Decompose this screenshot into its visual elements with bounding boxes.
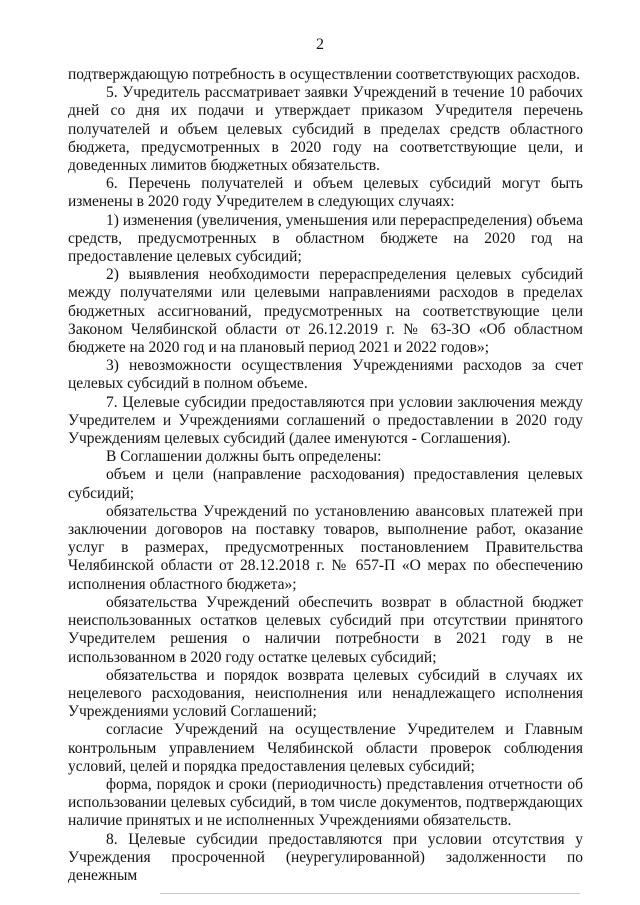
document-body bbox=[68, 66, 583, 885]
scan-edge-line bbox=[160, 893, 580, 894]
paragraph: объем и цели (направление расходования) предоставления целевых субсидий; bbox=[68, 466, 583, 502]
paragraph: обязательства Учреждений по установлению авансовых платежей при заключении договоров на поставку товаров, выполнение работ, оказание услуг в размерах, предусмотренных постановлением Правительства Челябинской области от 28.12.2018 г. № 657-П «О мерах по обеспечению исполнения областного бюджета»; bbox=[68, 502, 583, 593]
paragraph: обязательства Учреждений обеспечить возврат в областной бюджет неиспользованных остатков целевых субсидий при отсутствии принятого Учредителем решения о наличии потребности в 2021 году в не использованном в 2020 году остатке целевых субсидий; bbox=[68, 593, 583, 666]
paragraph: 6. Перечень получателей и объем целевых субсидий могут быть изменены в 2020 году Учредителем в следующих случаях: bbox=[68, 175, 583, 211]
paragraph: форма, порядок и сроки (периодичность) представления отчетности об использовании целевых субсидий, в том числе документов, подтверждающих наличие принятых и не исполненных Учреждениями обязательств. bbox=[68, 775, 583, 830]
paragraph: 7. Целевые субсидии предоставляются при условии заключения между Учредителем и Учреждениями соглашений о предоставлении в 2020 году Учреждениям целевых субсидий (далее именуются - Соглашения). bbox=[68, 393, 583, 448]
paragraph: подтверждающую потребность в осуществлении соответствующих расходов. bbox=[68, 66, 580, 83]
paragraph: 2) выявления необходимости перераспределения целевых субсидий между получателями или целевыми направлениями расходов в пределах бюджетных ассигнований, предусмотренных на соответствующие цели Законом Челябинской области от 26.12.2019 г. № 63-ЗО «Об областном бюджете на 2020 год и на плановый период 2021 и 2022 годов»; bbox=[68, 266, 583, 357]
paragraph: 1) изменения (увеличения, уменьшения или перераспределения) объема средств, предусмотренных в областном бюджете на 2020 год на предоставление целевых субсидий; bbox=[68, 211, 583, 266]
paragraph: согласие Учреждений на осуществление Учредителем и Главным контрольным управлением Челябинской области проверок соблюдения условий, целей и порядка предоставления целевых субсидий; bbox=[68, 721, 583, 775]
paragraph: обязательства и порядок возврата целевых субсидий в случаях их нецелевого расходования, неисполнения или ненадлежащего исполнения Учреждениями условий Соглашений; bbox=[68, 666, 583, 721]
paragraph: 5. Учредитель рассматривает заявки Учреждений в течение 10 рабочих дней со дня их подачи и утверждает приказом Учредителя перечень получателей и объем целевых субсидий в пределах средств областного бюджета, предусмотренных в 2020 году на соответствующие цели, и доведенных лимитов бюджетных обязательств. bbox=[68, 84, 583, 175]
page-number: 2 bbox=[316, 36, 324, 53]
paragraph: 8. Целевые субсидии предоставляются при условии отсутствия у Учреждения просроченной (неурегулированной) задолженности по денежным bbox=[68, 830, 583, 884]
paragraph: 3) невозможности осуществления Учреждениями расходов за счет целевых субсидий в полном объеме. bbox=[68, 357, 583, 393]
paragraph: В Соглашении должны быть определены: bbox=[106, 448, 382, 466]
